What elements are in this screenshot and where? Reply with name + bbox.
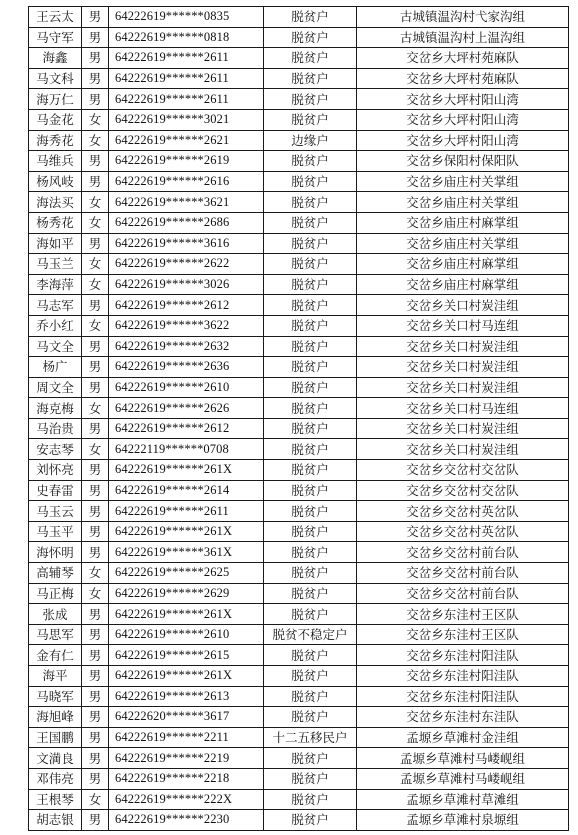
cell-household-type: 脱贫户 (264, 336, 357, 357)
cell-address: 交岔乡庙庄村麻掌组 (357, 274, 569, 295)
cell-name: 李海萍 (29, 274, 82, 295)
cell-sex: 男 (82, 480, 109, 501)
cell-id-number: 64222619******2611 (109, 501, 264, 522)
cell-address: 交岔乡东洼村东洼队 (357, 707, 569, 728)
cell-household-type: 十二五移民户 (264, 727, 357, 748)
cell-name: 张成 (29, 604, 82, 625)
table-row (29, 254, 569, 275)
cell-address: 交岔乡东洼村阳洼队 (357, 645, 569, 666)
table-row (29, 604, 569, 625)
cell-household-type: 脱贫户 (264, 810, 357, 831)
cell-sex: 女 (82, 254, 109, 275)
cell-address: 交岔乡东洼村王区队 (357, 624, 569, 645)
cell-id-number: 64222619******2611 (109, 68, 264, 89)
cell-sex: 男 (82, 27, 109, 48)
cell-name: 海怀明 (29, 542, 82, 563)
cell-name: 马正梅 (29, 583, 82, 604)
cell-sex: 男 (82, 645, 109, 666)
cell-household-type: 脱贫户 (264, 604, 357, 625)
cell-name: 史春雷 (29, 480, 82, 501)
cell-id-number: 64222619******2626 (109, 398, 264, 419)
cell-sex: 男 (82, 48, 109, 69)
cell-name: 马文全 (29, 336, 82, 357)
cell-id-number: 64222619******2612 (109, 418, 264, 439)
cell-name: 高辅琴 (29, 563, 82, 584)
cell-sex: 男 (82, 7, 109, 28)
table-row (29, 357, 569, 378)
cell-address: 交岔乡庙庄村麻掌组 (357, 254, 569, 275)
cell-sex: 男 (82, 151, 109, 172)
cell-address: 交岔乡大坪村苑麻队 (357, 68, 569, 89)
cell-address: 交岔乡交岔村前台队 (357, 542, 569, 563)
table-row (29, 748, 569, 769)
cell-address: 古城镇温沟村上温沟组 (357, 27, 569, 48)
table-row (29, 233, 569, 254)
cell-address: 交岔乡关口村炭洼组 (357, 377, 569, 398)
cell-address: 交岔乡关口村炭洼组 (357, 418, 569, 439)
cell-id-number: 64222619******3616 (109, 233, 264, 254)
table-row (29, 315, 569, 336)
table-row (29, 542, 569, 563)
cell-name: 王云太 (29, 7, 82, 28)
table-row (29, 212, 569, 233)
table-row (29, 130, 569, 151)
cell-sex: 男 (82, 810, 109, 831)
cell-address: 交岔乡交岔村交岔队 (357, 460, 569, 481)
table-row (29, 398, 569, 419)
cell-id-number: 64222619******261X (109, 666, 264, 687)
cell-address: 交岔乡关口村马连组 (357, 315, 569, 336)
table-row (29, 274, 569, 295)
cell-household-type: 脱贫户 (264, 109, 357, 130)
cell-id-number: 64222619******2686 (109, 212, 264, 233)
cell-address: 孟塬乡草滩村马嵝岘组 (357, 768, 569, 789)
cell-address: 交岔乡东洼村王区队 (357, 604, 569, 625)
cell-name: 海万仁 (29, 89, 82, 110)
table-row (29, 707, 569, 728)
cell-id-number: 64222619******2632 (109, 336, 264, 357)
cell-address: 交岔乡庙庄村关掌组 (357, 192, 569, 213)
cell-id-number: 64222619******2616 (109, 171, 264, 192)
cell-name: 周文全 (29, 377, 82, 398)
cell-sex: 女 (82, 130, 109, 151)
cell-household-type: 脱贫户 (264, 192, 357, 213)
cell-address: 孟塬乡草滩村草滩组 (357, 789, 569, 810)
cell-address: 交岔乡交岔村英岔队 (357, 521, 569, 542)
cell-household-type: 脱贫户 (264, 707, 357, 728)
cell-address: 孟塬乡草滩村金洼组 (357, 727, 569, 748)
cell-id-number: 64222619******2636 (109, 357, 264, 378)
cell-household-type: 脱贫户 (264, 501, 357, 522)
table-row (29, 521, 569, 542)
table-row (29, 377, 569, 398)
cell-address: 交岔乡大坪村阳山湾 (357, 89, 569, 110)
cell-id-number: 64222619******3622 (109, 315, 264, 336)
cell-id-number: 64222619******2613 (109, 686, 264, 707)
table-row (29, 7, 569, 28)
cell-household-type: 脱贫户 (264, 315, 357, 336)
cell-id-number: 64222619******2211 (109, 727, 264, 748)
cell-sex: 女 (82, 274, 109, 295)
cell-household-type: 脱贫户 (264, 789, 357, 810)
cell-address: 孟塬乡草滩村泉塬组 (357, 810, 569, 831)
cell-name: 马守军 (29, 27, 82, 48)
table-row (29, 460, 569, 481)
cell-address: 交岔乡关口村炭洼组 (357, 439, 569, 460)
cell-id-number: 64222619******0835 (109, 7, 264, 28)
table-row (29, 27, 569, 48)
table-row (29, 48, 569, 69)
table-row (29, 336, 569, 357)
cell-address: 交岔乡东洼村阳洼队 (357, 686, 569, 707)
cell-sex: 男 (82, 768, 109, 789)
cell-id-number: 64222619******2629 (109, 583, 264, 604)
table-row (29, 109, 569, 130)
cell-household-type: 脱贫户 (264, 89, 357, 110)
cell-name: 海平 (29, 666, 82, 687)
cell-sex: 男 (82, 707, 109, 728)
table-row (29, 768, 569, 789)
cell-address: 交岔乡关口村炭洼组 (357, 336, 569, 357)
cell-household-type: 脱贫户 (264, 68, 357, 89)
cell-household-type: 脱贫户 (264, 645, 357, 666)
cell-sex: 男 (82, 377, 109, 398)
cell-id-number: 64222119******0708 (109, 439, 264, 460)
cell-id-number: 64222619******2610 (109, 377, 264, 398)
cell-address: 交岔乡交岔村交岔队 (357, 480, 569, 501)
cell-sex: 男 (82, 666, 109, 687)
table-row (29, 501, 569, 522)
cell-sex: 女 (82, 192, 109, 213)
table-row (29, 810, 569, 831)
table-row (29, 789, 569, 810)
cell-household-type: 脱贫户 (264, 295, 357, 316)
table-row (29, 151, 569, 172)
cell-household-type: 脱贫户 (264, 439, 357, 460)
cell-name: 金有仁 (29, 645, 82, 666)
cell-id-number: 64222620******3617 (109, 707, 264, 728)
cell-sex: 男 (82, 727, 109, 748)
cell-sex: 女 (82, 583, 109, 604)
cell-address: 交岔乡交岔村前台队 (357, 563, 569, 584)
cell-name: 杨秀花 (29, 212, 82, 233)
cell-sex: 男 (82, 686, 109, 707)
cell-name: 安志琴 (29, 439, 82, 460)
cell-household-type: 脱贫户 (264, 666, 357, 687)
cell-id-number: 64222619******2614 (109, 480, 264, 501)
cell-name: 海旭峰 (29, 707, 82, 728)
cell-sex: 男 (82, 171, 109, 192)
cell-name: 马玉兰 (29, 254, 82, 275)
cell-id-number: 64222619******222X (109, 789, 264, 810)
table-row (29, 686, 569, 707)
cell-household-type: 脱贫户 (264, 583, 357, 604)
cell-household-type: 脱贫户 (264, 748, 357, 769)
cell-id-number: 64222619******361X (109, 542, 264, 563)
cell-name: 马志军 (29, 295, 82, 316)
cell-address: 交岔乡大坪村苑麻队 (357, 48, 569, 69)
cell-household-type: 边缘户 (264, 130, 357, 151)
cell-sex: 男 (82, 542, 109, 563)
cell-household-type: 脱贫户 (264, 274, 357, 295)
cell-address: 交岔乡交岔村前台队 (357, 583, 569, 604)
cell-id-number: 64222619******2625 (109, 563, 264, 584)
table-row (29, 666, 569, 687)
cell-sex: 男 (82, 748, 109, 769)
cell-name: 胡志银 (29, 810, 82, 831)
cell-address: 交岔乡关口村炭洼组 (357, 295, 569, 316)
cell-address: 古城镇温沟村弋家沟组 (357, 7, 569, 28)
cell-sex: 男 (82, 521, 109, 542)
cell-household-type: 脱贫户 (264, 48, 357, 69)
cell-household-type: 脱贫户 (264, 27, 357, 48)
cell-sex: 男 (82, 460, 109, 481)
table-row (29, 480, 569, 501)
cell-id-number: 64222619******2218 (109, 768, 264, 789)
cell-id-number: 64222619******2612 (109, 295, 264, 316)
cell-id-number: 64222619******3621 (109, 192, 264, 213)
cell-name: 杨风岐 (29, 171, 82, 192)
cell-id-number: 64222619******2615 (109, 645, 264, 666)
cell-household-type: 脱贫不稳定户 (264, 624, 357, 645)
cell-household-type: 脱贫户 (264, 233, 357, 254)
cell-id-number: 64222619******2621 (109, 130, 264, 151)
cell-name: 乔小红 (29, 315, 82, 336)
cell-sex: 男 (82, 624, 109, 645)
cell-name: 马治贵 (29, 418, 82, 439)
cell-household-type: 脱贫户 (264, 563, 357, 584)
table-row (29, 727, 569, 748)
cell-household-type: 脱贫户 (264, 460, 357, 481)
cell-address: 孟塬乡草滩村马嵝岘组 (357, 748, 569, 769)
cell-sex: 男 (82, 357, 109, 378)
cell-id-number: 64222619******2619 (109, 151, 264, 172)
cell-id-number: 64222619******3021 (109, 109, 264, 130)
cell-household-type: 脱贫户 (264, 357, 357, 378)
cell-name: 马晓军 (29, 686, 82, 707)
table-row (29, 583, 569, 604)
cell-sex: 女 (82, 789, 109, 810)
cell-name: 王根琴 (29, 789, 82, 810)
table-row (29, 624, 569, 645)
cell-household-type: 脱贫户 (264, 686, 357, 707)
cell-sex: 男 (82, 295, 109, 316)
table-row (29, 192, 569, 213)
cell-household-type: 脱贫户 (264, 151, 357, 172)
cell-name: 马维兵 (29, 151, 82, 172)
cell-address: 交岔乡关口村炭洼组 (357, 357, 569, 378)
cell-household-type: 脱贫户 (264, 768, 357, 789)
cell-sex: 女 (82, 315, 109, 336)
cell-name: 海鑫 (29, 48, 82, 69)
cell-address: 交岔乡保阳村保阳队 (357, 151, 569, 172)
cell-sex: 男 (82, 604, 109, 625)
cell-household-type: 脱贫户 (264, 418, 357, 439)
cell-sex: 男 (82, 68, 109, 89)
cell-sex: 男 (82, 336, 109, 357)
cell-address: 交岔乡大坪村阳山湾 (357, 130, 569, 151)
table-row (29, 645, 569, 666)
cell-address: 交岔乡大坪村阳山湾 (357, 109, 569, 130)
household-table (28, 6, 569, 831)
cell-sex: 女 (82, 439, 109, 460)
cell-id-number: 64222619******2611 (109, 48, 264, 69)
table-row (29, 171, 569, 192)
cell-id-number: 64222619******2622 (109, 254, 264, 275)
cell-sex: 女 (82, 398, 109, 419)
cell-id-number: 64222619******2230 (109, 810, 264, 831)
cell-household-type: 脱贫户 (264, 542, 357, 563)
cell-name: 马文科 (29, 68, 82, 89)
cell-name: 马玉云 (29, 501, 82, 522)
cell-name: 王国鹏 (29, 727, 82, 748)
cell-household-type: 脱贫户 (264, 254, 357, 275)
table-row (29, 295, 569, 316)
cell-address: 交岔乡东洼村阳洼队 (357, 666, 569, 687)
cell-id-number: 64222619******2611 (109, 89, 264, 110)
cell-id-number: 64222619******261X (109, 460, 264, 481)
cell-id-number: 64222619******261X (109, 521, 264, 542)
cell-address: 交岔乡庙庄村关掌组 (357, 171, 569, 192)
table-row (29, 89, 569, 110)
table-row (29, 563, 569, 584)
cell-name: 海如平 (29, 233, 82, 254)
cell-name: 马思军 (29, 624, 82, 645)
cell-id-number: 64222619******3026 (109, 274, 264, 295)
table-row (29, 68, 569, 89)
cell-id-number: 64222619******2610 (109, 624, 264, 645)
cell-name: 杨广 (29, 357, 82, 378)
cell-household-type: 脱贫户 (264, 398, 357, 419)
cell-sex: 男 (82, 418, 109, 439)
cell-name: 刘怀亮 (29, 460, 82, 481)
cell-household-type: 脱贫户 (264, 521, 357, 542)
cell-household-type: 脱贫户 (264, 7, 357, 28)
cell-address: 交岔乡庙庄村麻掌组 (357, 212, 569, 233)
cell-name: 海克梅 (29, 398, 82, 419)
cell-name: 文満良 (29, 748, 82, 769)
household-table-container (28, 6, 563, 831)
cell-id-number: 64222619******2219 (109, 748, 264, 769)
cell-sex: 男 (82, 233, 109, 254)
table-row (29, 418, 569, 439)
cell-address: 交岔乡交岔村英岔队 (357, 501, 569, 522)
cell-sex: 男 (82, 501, 109, 522)
cell-sex: 女 (82, 109, 109, 130)
cell-name: 马玉平 (29, 521, 82, 542)
cell-sex: 男 (82, 89, 109, 110)
cell-id-number: 64222619******0818 (109, 27, 264, 48)
cell-name: 海法买 (29, 192, 82, 213)
cell-household-type: 脱贫户 (264, 171, 357, 192)
table-row (29, 439, 569, 460)
cell-id-number: 64222619******261X (109, 604, 264, 625)
cell-sex: 女 (82, 563, 109, 584)
cell-address: 交岔乡庙庄村关掌组 (357, 233, 569, 254)
table-body (29, 7, 569, 831)
cell-name: 海秀花 (29, 130, 82, 151)
cell-household-type: 脱贫户 (264, 480, 357, 501)
cell-name: 马金花 (29, 109, 82, 130)
cell-name: 邓伟亮 (29, 768, 82, 789)
cell-household-type: 脱贫户 (264, 212, 357, 233)
cell-address: 交岔乡关口村马连组 (357, 398, 569, 419)
cell-sex: 女 (82, 212, 109, 233)
cell-household-type: 脱贫户 (264, 377, 357, 398)
